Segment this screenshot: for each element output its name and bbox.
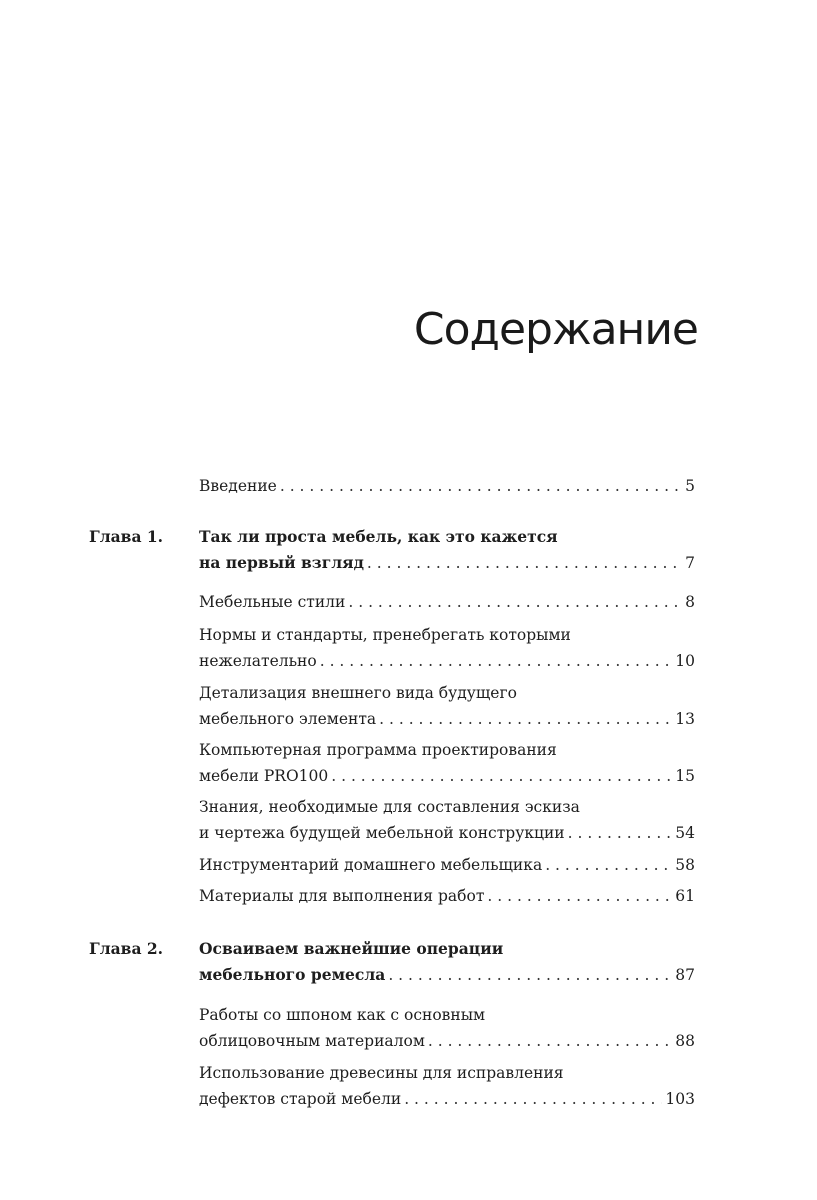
- toc-section[interactable]: [199, 589, 695, 615]
- toc-section[interactable]: [199, 852, 695, 878]
- toc-entry-title-line2: дефектов старой мебели: [199, 1090, 402, 1108]
- toc-entry-title-line2: облицовочным материалом: [199, 1032, 425, 1050]
- dot-leader: [545, 852, 672, 878]
- toc-page-number: 54: [675, 824, 695, 842]
- dot-leader: [404, 1086, 662, 1112]
- toc-section[interactable]: [199, 883, 695, 909]
- toc-entry-title: Мебельные стили: [199, 593, 346, 611]
- dot-leader: [568, 820, 673, 846]
- toc-section[interactable]: [199, 1060, 695, 1112]
- toc-entry-intro[interactable]: [199, 473, 695, 499]
- toc-entry-title-line2: нежелательно: [199, 652, 317, 670]
- toc-section[interactable]: [199, 737, 695, 789]
- toc-entry-title-line1: Знания, необходимые для составления эскиза: [199, 798, 580, 816]
- dot-leader: [428, 1028, 672, 1054]
- chapter-2-label: Глава 2.: [89, 939, 164, 958]
- toc-page-number: 58: [675, 856, 695, 874]
- toc-page-number: 13: [675, 710, 695, 728]
- dot-leader: [320, 648, 673, 674]
- toc-entry-title-line2: мебельного элемента: [199, 710, 377, 728]
- dot-leader: [280, 473, 682, 499]
- toc-section[interactable]: [199, 794, 695, 846]
- chapter-title-line1: Так ли проста мебель, как это кажется: [199, 527, 558, 546]
- dot-leader: [348, 589, 682, 615]
- dot-leader: [487, 883, 672, 909]
- toc-entry-title: Инструментарий домашнего мебельщика: [199, 856, 543, 874]
- dot-leader: [388, 962, 672, 988]
- chapter-title-line2: мебельного ремесла: [199, 965, 386, 984]
- page-title: Содержание: [413, 304, 698, 355]
- toc-page-number: 87: [675, 966, 695, 984]
- toc-entry-title-line2: мебели PRO100: [199, 767, 329, 785]
- toc-chapter-1[interactable]: [199, 524, 695, 576]
- toc-entry-title: Введение: [199, 477, 277, 495]
- toc-page-number: 15: [675, 767, 695, 785]
- toc-page-number: 5: [685, 477, 695, 495]
- chapter-title-line1: Осваиваем важнейшие операции: [199, 939, 504, 958]
- chapter-1-label: Глава 1.: [89, 527, 164, 546]
- toc-page-number: 61: [675, 887, 695, 905]
- toc-entry-title-line1: Работы со шпоном как с основным: [199, 1006, 486, 1024]
- toc-section[interactable]: [199, 680, 695, 732]
- toc-entry-title-line1: Использование древесины для исправления: [199, 1064, 564, 1082]
- toc-page-number: 8: [685, 593, 695, 611]
- toc-entry-title-line2: и чертежа будущей мебельной конструкции: [199, 824, 565, 842]
- toc-section[interactable]: [199, 1002, 695, 1054]
- toc-entry-title-line1: Детализация внешнего вида будущего: [199, 684, 517, 702]
- toc-entry-title-line1: Компьютерная программа проектирования: [199, 741, 557, 759]
- dot-leader: [379, 706, 672, 732]
- chapter-title-line2: на первый взгляд: [199, 553, 364, 572]
- toc-page-number: 103: [665, 1090, 695, 1108]
- toc-page-number: 88: [675, 1032, 695, 1050]
- dot-leader: [331, 763, 672, 789]
- toc-entry-title: Материалы для выполнения работ: [199, 887, 485, 905]
- toc-chapter-2[interactable]: [199, 936, 695, 988]
- toc-entry-title-line1: Нормы и стандарты, пренебрегать которыми: [199, 626, 571, 644]
- toc-section[interactable]: [199, 622, 695, 674]
- toc-page-number: 10: [675, 652, 695, 670]
- toc-page-number: 7: [685, 554, 695, 572]
- dot-leader: [367, 550, 682, 576]
